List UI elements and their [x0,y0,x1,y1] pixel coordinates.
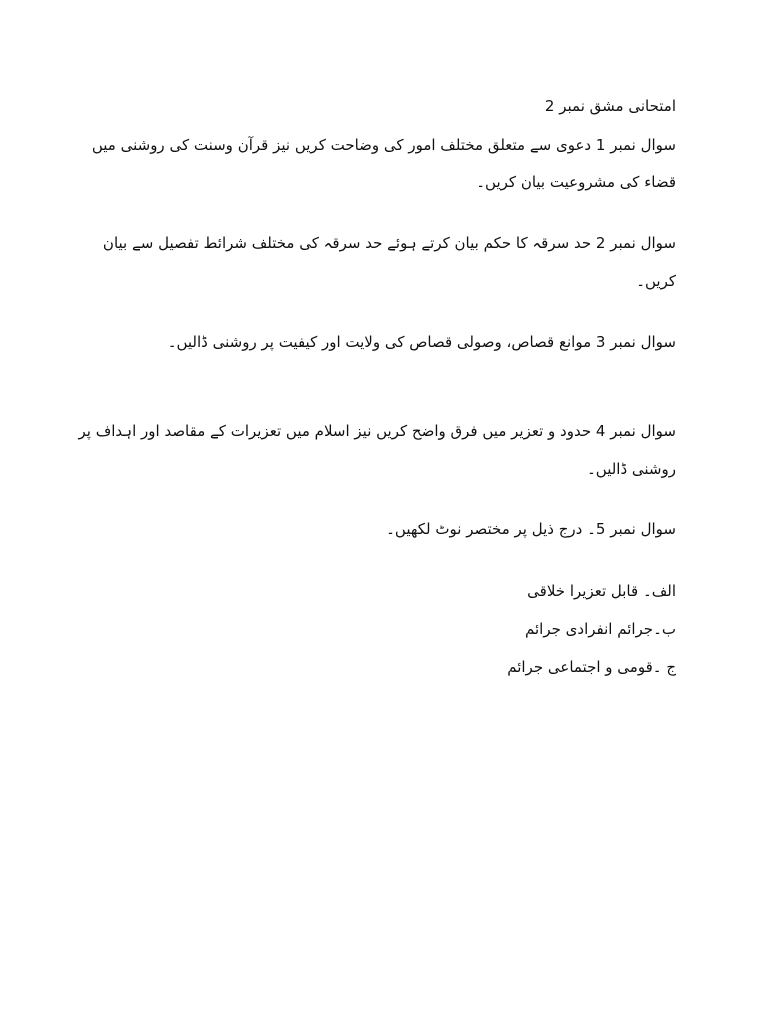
question-1-line-1: سوال نمبر 1 دعوی سے متعلق مختلف امور کی وضاحت کریں نیز قرآن وسنت کی روشنی میں [91,136,676,154]
note-item-1: الف۔ قابل تعزیرا خلاقی [527,582,676,600]
note-item-3: ج ۔قومی و اجتماعی جرائم [507,658,676,676]
note-item-2: ب۔جرائم انفرادی جرائم [525,620,676,638]
question-3-line-1: سوال نمبر 3 موانع قصاص، وصولی قصاص کی ولایت اور کیفیت پر روشنی ڈالیں۔ [167,333,676,351]
page-heading: امتحانی مشق نمبر 2 [544,97,676,115]
question-2-line-2: کریں۔ [636,272,676,290]
question-5-line-1: سوال نمبر 5۔ درج ذیل پر مختصر نوٹ لکھیں۔ [386,520,676,538]
question-4-line-1: سوال نمبر 4 حدود و تعزیر میں فرق واضح کریں نیز اسلام میں تعزیرات کے مقاصد اور اہداف پر [78,422,676,440]
question-2-line-1: سوال نمبر 2 حد سرقہ کا حکم بیان کرتے ہوئے حد سرقہ کی مختلف شرائط تفصیل سے بیان [102,234,676,252]
question-4-line-2: روشنی ڈالیں۔ [586,460,676,478]
question-1-line-2: قضاء کی مشروعیت بیان کریں۔ [476,173,676,191]
